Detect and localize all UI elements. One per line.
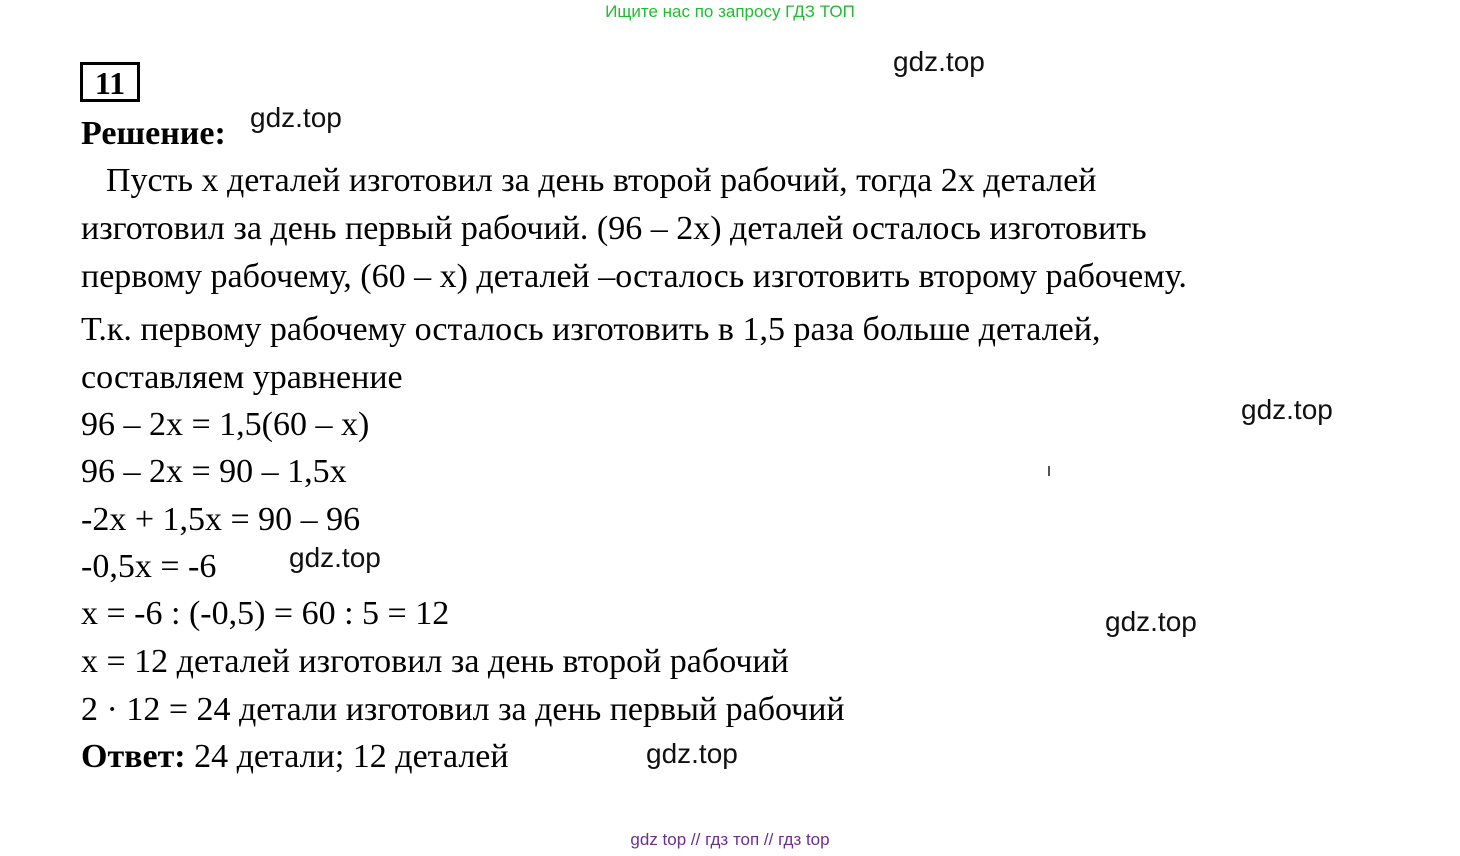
answer-label: Ответ: xyxy=(81,738,186,775)
watermark: gdz.top xyxy=(1241,394,1333,425)
equation-line: х = -6 : (-0,5) = 60 : 5 = 12 xyxy=(81,595,450,632)
watermark: gdz.top xyxy=(1105,606,1197,637)
watermark: gdz.top xyxy=(646,738,738,769)
answer-line xyxy=(81,737,509,777)
text-line: Т.к. первому рабочему осталось изготовить в 1,5 раза больше деталей, xyxy=(81,311,1101,348)
solution-heading: Решение: xyxy=(81,115,226,152)
watermark: gdz.top xyxy=(250,102,342,133)
footer-links[interactable]: gdz top // гдз топ // гдз top xyxy=(630,830,830,849)
stray-mark xyxy=(1048,466,1050,476)
text-line: х = 12 деталей изготовил за день второй рабочий xyxy=(81,643,789,680)
problem-number: 11 xyxy=(80,62,140,102)
watermark: gdz.top xyxy=(893,46,985,77)
answer-text: 24 детали; 12 деталей xyxy=(185,738,509,775)
equation-line: -0,5х = -6 xyxy=(81,548,217,585)
text-line: 2 · 12 = 24 детали изготовил за день первый рабочий xyxy=(81,691,845,728)
equation-line: 96 – 2х = 90 – 1,5х xyxy=(81,453,347,490)
text-line: составляем уравнение xyxy=(81,359,403,396)
equation-line: 96 – 2х = 1,5(60 – х) xyxy=(81,406,370,443)
top-banner[interactable]: Ищите нас по запросу ГДЗ ТОП xyxy=(605,2,855,21)
text-line: Пусть х деталей изготовил за день второй рабочий, тогда 2х деталей xyxy=(106,162,1097,199)
text-line: изготовил за день первый рабочий. (96 – 2х) деталей осталось изготовить xyxy=(81,210,1147,247)
equation-line: -2х + 1,5х = 90 – 96 xyxy=(81,501,361,538)
text-line: первому рабочему, (60 – х) деталей –осталось изготовить второму рабочему. xyxy=(81,258,1187,295)
watermark: gdz.top xyxy=(289,542,381,573)
